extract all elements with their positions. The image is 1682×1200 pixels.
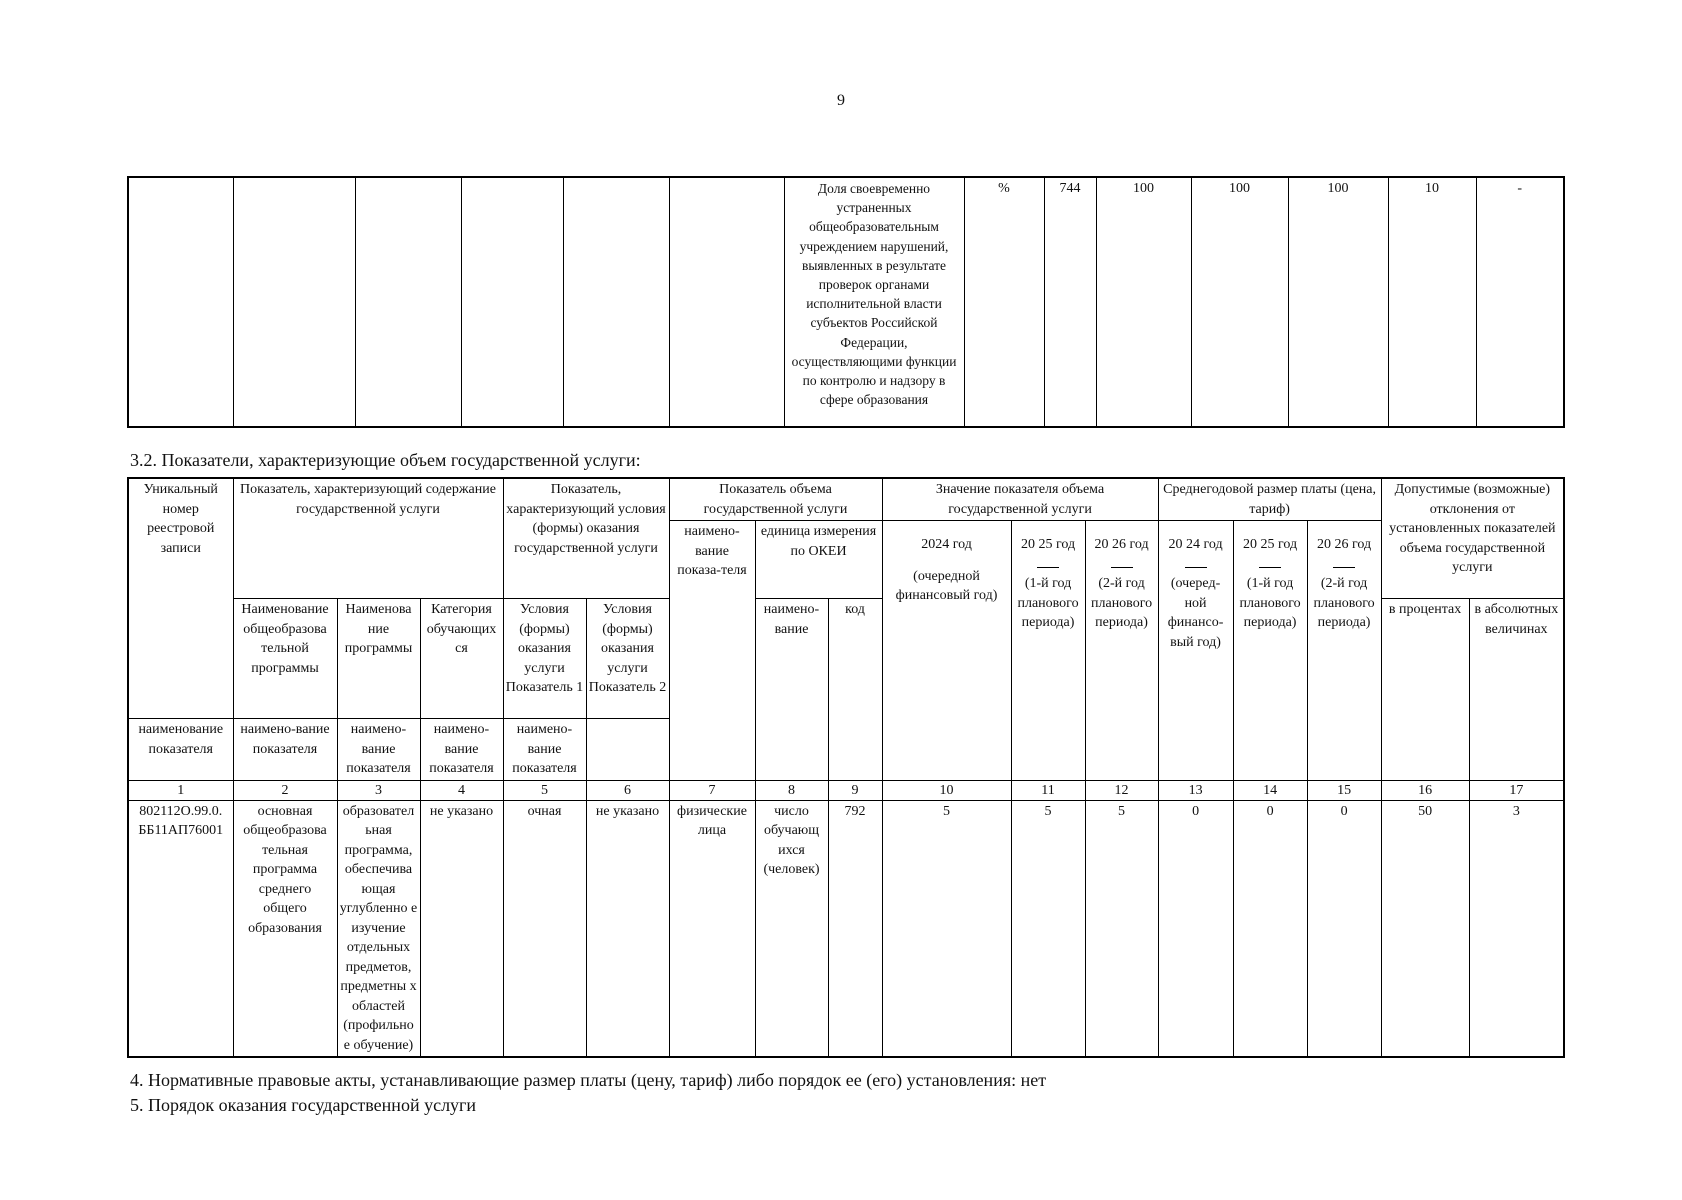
year-2024-note: (очередной финансовый год) [895, 568, 998, 603]
unique-number-header: Уникальный номер реестровой записи [128, 478, 233, 719]
column-number: 11 [1011, 780, 1085, 800]
unit-name-cell: число обучающ ихся (человек) [755, 800, 828, 1057]
column-number: 17 [1469, 780, 1564, 800]
fee-2026-underline [1333, 567, 1355, 568]
fee-2025-cell: 0 [1233, 800, 1307, 1057]
year-2025-number: 20 25 [1020, 537, 1053, 552]
empty-cell [461, 177, 563, 427]
column-number: 4 [420, 780, 503, 800]
value-2025-cell: 5 [1011, 800, 1085, 1057]
unit-okei-header: единица измерения по ОКЕИ [755, 521, 882, 599]
column-number: 9 [828, 780, 882, 800]
section-title: 3.2. Показатели, характеризующие объем государственной услуги: [130, 450, 641, 470]
condition1-cell: очная [503, 800, 586, 1057]
page-number: 9 [837, 92, 845, 109]
in-percent-header: в процентах [1381, 599, 1469, 781]
fee-2025-underline [1259, 567, 1281, 568]
year-2026-header [1085, 521, 1158, 781]
content-indicator-header: Показатель, характеризующий содержание государственной услуги [233, 478, 503, 599]
column-number: 1 [128, 780, 233, 800]
year-2024-header [882, 521, 1011, 781]
year-2026-underline [1111, 567, 1133, 568]
conditions-indicator-header: Показатель, характеризующий условия (формы) оказания государственной услуги [503, 478, 669, 599]
year-2025-note: (1-й год планового периода) [1017, 576, 1079, 630]
column-number: 12 [1085, 780, 1158, 800]
indicator-name-5: наимено-вание показателя [503, 719, 586, 781]
value-2025: 100 [1191, 177, 1288, 427]
empty-cell [669, 177, 784, 427]
program-name-cell: образовател ьная программа, обеспечива ющая углубленно е изучение отдельных предметов, предметны х областей (профильно е обучение) [337, 800, 420, 1057]
column-number: 14 [1233, 780, 1307, 800]
footer-line-5: 5. Порядок оказания государственной услуги [130, 1095, 477, 1115]
volume-value-header: Значение показателя объема государственной услуги [882, 478, 1158, 521]
empty-cell [128, 177, 233, 427]
column-numbers-row [128, 780, 1564, 800]
footer-line-4: 4. Нормативные правовые акты, устанавливающие размер платы (цену, тариф) либо порядок ее (его) установления: нет [130, 1070, 1047, 1090]
column-number: 3 [337, 780, 420, 800]
fee-2024-underline [1185, 567, 1207, 568]
program-name-header: Наименова ние программы [337, 599, 420, 719]
year-2026-word: год [1129, 537, 1149, 552]
deviation-percent: 10 [1388, 177, 1476, 427]
unit-cell: % [964, 177, 1044, 427]
student-category-cell: не указано [420, 800, 503, 1057]
fee-2024-number: 20 24 [1168, 537, 1200, 552]
empty-cell [233, 177, 355, 427]
year-2026-note: (2-й год планового периода) [1091, 576, 1153, 630]
value-2026-cell: 5 [1085, 800, 1158, 1057]
program-kind-cell: основная общеобразова тельная программа среднего общего образования [233, 800, 337, 1057]
indicator-name-3: наимено-вание показателя [337, 719, 420, 781]
value-2024: 100 [1096, 177, 1191, 427]
indicator-name-2: наимено-вание показателя [233, 719, 337, 781]
code-cell: 744 [1044, 177, 1096, 427]
fee-2024-word: год [1203, 537, 1223, 552]
header-row-1 [128, 478, 1564, 521]
column-number: 13 [1158, 780, 1233, 800]
fee-2025-header [1233, 521, 1307, 781]
column-number: 5 [503, 780, 586, 800]
year-2025-header [1011, 521, 1085, 781]
fee-2026-header [1307, 521, 1381, 781]
column-number: 6 [586, 780, 669, 800]
program-kind-header: Наименование общеобразова тельной программы [233, 599, 337, 719]
indicator-name-1: наименование показателя [128, 719, 233, 781]
student-category-header: Категория обучающих ся [420, 599, 503, 719]
indicator-description: Доля своевременно устраненных общеобразовательным учреждением нарушений, выявленных в результате проверок органами исполнительной власти субъектов Российской Федерации, осуществляющими функции по контролю и надзору в сфере образования [784, 177, 964, 427]
column-number: 15 [1307, 780, 1381, 800]
condition1-header: Условия (формы) оказания услуги Показатель 1 [503, 599, 586, 719]
fee-2025-number: 20 25 [1243, 537, 1275, 552]
fee-2026-note: (2-й год планового периода) [1313, 576, 1375, 630]
value-2026: 100 [1288, 177, 1388, 427]
fee-2024-note: (очеред-ной финансо-вый год) [1167, 576, 1224, 650]
avg-fee-header: Среднегодовой размер платы (цена, тариф) [1158, 478, 1381, 521]
column-number: 16 [1381, 780, 1469, 800]
indicator-cell: физические лица [669, 800, 755, 1057]
volume-indicator-header: Показатель объема государственной услуги [669, 478, 882, 521]
value-2024-cell: 5 [882, 800, 1011, 1057]
condition2-cell: не указано [586, 800, 669, 1057]
column-number: 7 [669, 780, 755, 800]
unit-code-cell: 792 [828, 800, 882, 1057]
fee-2025-word: год [1278, 537, 1298, 552]
year-2025-underline [1037, 567, 1059, 568]
column-number: 10 [882, 780, 1011, 800]
unit-name-header: наимено-вание [755, 599, 828, 781]
column-number: 8 [755, 780, 828, 800]
fee-2026-word: год [1352, 537, 1372, 552]
condition2-header: Условия (формы) оказания услуги Показатель 2 [586, 599, 669, 719]
in-absolute-header: в абсолютных величинах [1469, 599, 1564, 781]
fee-2026-cell: 0 [1307, 800, 1381, 1057]
unique-number-cell: 802112О.99.0. ББ11АП76001 [128, 800, 233, 1057]
fee-2024-cell: 0 [1158, 800, 1233, 1057]
deviation-percent-cell: 50 [1381, 800, 1469, 1057]
indicator-name-4: наимено-вание показателя [420, 719, 503, 781]
empty-cell [563, 177, 669, 427]
deviation-absolute: - [1476, 177, 1564, 427]
fee-2026-number: 20 26 [1317, 537, 1349, 552]
year-2024-label: 2024 год [921, 537, 972, 552]
column-number: 2 [233, 780, 337, 800]
table-row [128, 800, 1564, 1057]
empty-cell [355, 177, 461, 427]
indicator-name-header: наимено-вание показа-теля [669, 521, 755, 781]
year-2026-number: 20 26 [1094, 537, 1126, 552]
fee-2024-header [1158, 521, 1233, 781]
quality-indicator-table [127, 176, 1565, 428]
volume-indicator-table [127, 477, 1565, 1058]
allowed-deviation-header: Допустимые (возможные) отклонения от установленных показателей объема государственной услуги [1381, 478, 1564, 599]
deviation-absolute-cell: 3 [1469, 800, 1564, 1057]
unit-code-header: код [828, 599, 882, 781]
fee-2025-note: (1-й год планового периода) [1239, 576, 1301, 630]
quality-row [128, 177, 1564, 427]
year-2025-word: год [1055, 537, 1076, 552]
